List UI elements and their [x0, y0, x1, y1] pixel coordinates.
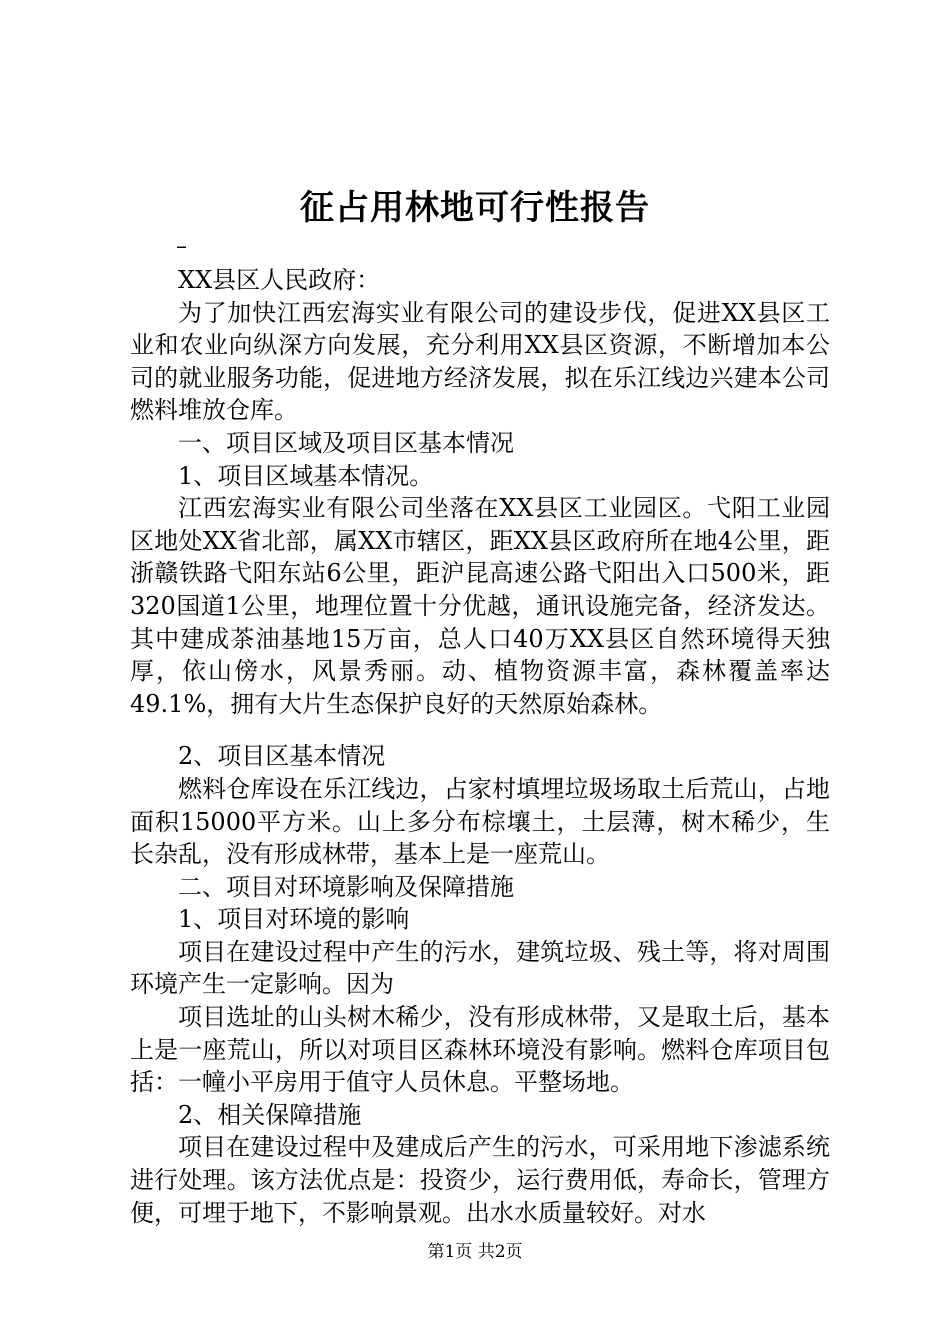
salutation: XX县区人民政府： — [178, 266, 381, 294]
paragraph-gap — [130, 720, 830, 740]
paragraph-site-selection: 项目选址的山头树木稀少，没有形成林带，又是取土后，基本上是一座荒山，所以对项目区森林环境没有影响。燃料仓库项目包括：一幢小平房用于值守人员休息。平整场地。 — [130, 1003, 830, 1097]
title-dash: – — [176, 234, 187, 259]
heading-section-1: 一、项目区域及项目区基本情况 — [178, 428, 514, 457]
paragraph-intro: 为了加快江西宏海实业有限公司的建设步伐，促进XX县区工业和农业向纵深方向发展，充分利用XX县区资源，不断增加本公司的就业服务功能，促进地方经济发展，拟在乐江线边兴建本公司燃料堆放仓库。 — [130, 298, 830, 425]
heading-2-1: 1、项目对环境的影响 — [178, 905, 410, 934]
document-title: 征占用林地可行性报告 — [300, 188, 650, 228]
paragraph-impact: 项目在建设过程中产生的污水，建筑垃圾、残土等，将对周围环境产生一定影响。因为 — [130, 937, 830, 999]
heading-2-2: 2、相关保障措施 — [178, 1100, 362, 1129]
document-body — [130, 264, 830, 1229]
heading-1-2: 2、项目区基本情况 — [178, 742, 386, 771]
heading-section-2: 二、项目对环境影响及保障措施 — [178, 872, 514, 901]
paragraph-site-info: 燃料仓库设在乐江线边，占家村填埋垃圾场取土后荒山，占地面积15000平方米。山上多分布棕壤土，土层薄，树木稀少，生长杂乱，没有形成林带，基本上是一座荒山。 — [130, 774, 830, 869]
page-footer: 第1页 共2页 — [427, 1242, 523, 1262]
paragraph-measures: 项目在建设过程中及建成后产生的污水，可采用地下渗滤系统进行处理。该方法优点是：投资少，运行费用低，寿命长，管理方便，可埋于地下，不影响景观。出水水质量较好。对水 — [130, 1133, 830, 1227]
heading-1-1: 1、项目区域基本情况。 — [178, 461, 434, 490]
paragraph-area-info: 江西宏海实业有限公司坐落在XX县区工业园区。弋阳工业园区地处XX省北部，属XX市辖区，距XX县区政府所在地4公里，距浙赣铁路弋阳东站6公里，距沪昆高速公路弋阳出入口500米，距320国道1公里，地理位置十分优越，通讯设施完备，经济发达。其中建成茶油基地15万亩，总人口40万XX县区自然环境得天独厚，依山傍水，风景秀丽。动、植物资源丰富，森林覆盖率达49.1%，拥有大片生态保护良好的天然原始森林。 — [130, 494, 830, 718]
